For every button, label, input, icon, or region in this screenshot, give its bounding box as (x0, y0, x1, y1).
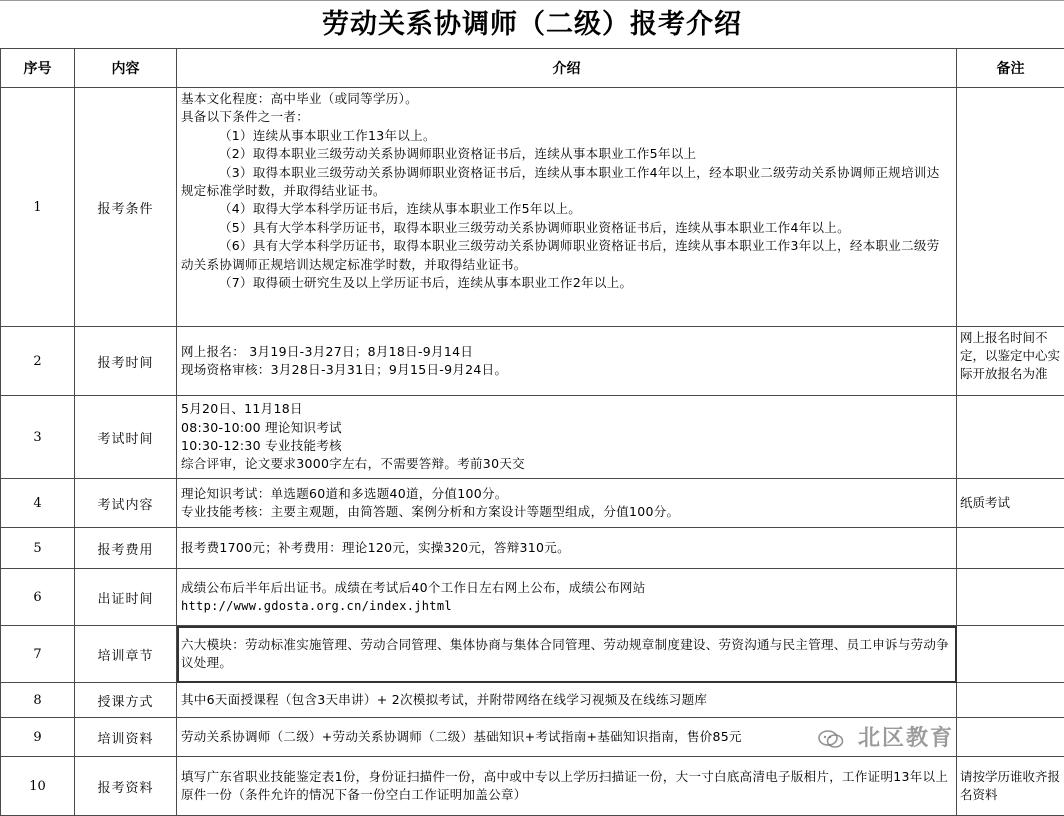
row-intro (177, 88, 957, 327)
row-note: 纸质考试 (957, 479, 1064, 528)
row-seq: 8 (1, 683, 75, 718)
row-content: 报考资料 (75, 757, 177, 816)
intro-line: 基本文化程度：高中毕业（或同等学历）。 (181, 90, 951, 108)
row-intro (177, 479, 957, 528)
page-title (0, 0, 1064, 48)
table-row (1, 479, 1064, 528)
intro-line: 成绩公布后半年后出证书。成绩在考试后40个工作日左右网上公布，成绩公布网站 (181, 579, 951, 597)
header-intro: 介绍 (177, 49, 957, 88)
intro-line: 劳动关系协调师（二级）+劳动关系协调师（二级）基础知识+考试指南+基础知识指南，售价85元 (181, 728, 951, 746)
row-content: 报考费用 (75, 528, 177, 569)
table-row (1, 88, 1064, 327)
row-seq: 7 (1, 626, 75, 683)
row-content: 培训资料 (75, 718, 177, 757)
row-content: 报考时间 (75, 327, 177, 396)
row-intro (177, 683, 957, 718)
exam-info-table (0, 48, 1064, 816)
intro-line: （5）具有大学本科学历证书，取得本职业三级劳动关系协调师职业资格证书后，连续从事本职业工作4年以上。 (181, 219, 951, 237)
row-note (957, 683, 1064, 718)
row-content: 考试时间 (75, 396, 177, 479)
row-seq: 2 (1, 327, 75, 396)
row-intro (177, 396, 957, 479)
table-row (1, 396, 1064, 479)
row-note (957, 396, 1064, 479)
title-text: 劳动关系协调师（二级）报考介绍 (322, 1, 742, 49)
row-seq: 6 (1, 569, 75, 626)
header-content: 内容 (75, 49, 177, 88)
intro-line: 具备以下条件之一者： (181, 108, 951, 126)
intro-line: （2）取得本职业三级劳动关系协调师职业资格证书后，连续从事本职业工作5年以上 (181, 145, 951, 163)
row-content: 考试内容 (75, 479, 177, 528)
intro-url[interactable]: http://www.gdosta.org.cn/index.jhtml (181, 597, 951, 615)
row-seq: 5 (1, 528, 75, 569)
intro-line: 其中6天面授课程（包含3天串讲）+ 2次模拟考试，并附带网络在线学习视频及在线练习题库 (181, 691, 951, 709)
row-intro (177, 528, 957, 569)
header-seq: 序号 (1, 49, 75, 88)
row-intro (177, 327, 957, 396)
intro-line: 专业技能考核：主要主观题，由简答题、案例分析和方案设计等题型组成，分值100分。 (181, 503, 951, 521)
table-row (1, 327, 1064, 396)
intro-line: 08:30-10:00 理论知识考试 (181, 419, 951, 437)
table-row (1, 683, 1064, 718)
row-content: 报考条件 (75, 88, 177, 327)
row-note (957, 327, 1064, 396)
table-row (1, 528, 1064, 569)
intro-line: 理论知识考试：单选题60道和多选题40道，分值100分。 (181, 485, 951, 503)
row-intro (177, 626, 957, 683)
row-seq: 4 (1, 479, 75, 528)
row-note (957, 718, 1064, 757)
table-row (1, 757, 1064, 816)
intro-line: 5月20日、11月18日 (181, 400, 951, 418)
intro-line: 10:30-12:30 专业技能考核 (181, 437, 951, 455)
table-row (1, 569, 1064, 626)
intro-line: 六大模块：劳动标准实施管理、劳动合同管理、集体协商与集体合同管理、劳动规章制度建设、劳资沟通与民主管理、员工申诉与劳动争议处理。 (181, 636, 951, 673)
intro-line: （4）取得大学本科学历证书后，连续从事本职业工作5年以上。 (181, 200, 951, 218)
table-row (1, 626, 1064, 683)
note-text: 网上报名时间不定，以鉴定中心实际开放报名为准 (960, 329, 1061, 393)
intro-line: 报考费1700元；补考费用：理论120元，实操320元，答辩310元。 (181, 539, 951, 557)
intro-line: 网上报名： 3月19日-3月27日；8月18日-9月14日 (181, 343, 951, 361)
row-note (957, 626, 1064, 683)
row-seq: 9 (1, 718, 75, 757)
intro-line: 综合评审，论文要求3000字左右，不需要答辩。考前30天交 (181, 455, 951, 473)
row-content: 出证时间 (75, 569, 177, 626)
row-note (957, 528, 1064, 569)
row-intro (177, 569, 957, 626)
table-header-row (1, 49, 1064, 88)
row-seq: 10 (1, 757, 75, 816)
row-seq: 1 (1, 88, 75, 327)
intro-line: （1）连续从事本职业工作13年以上。 (181, 127, 951, 145)
row-content: 授课方式 (75, 683, 177, 718)
watermark (818, 721, 954, 752)
intro-line: 现场资格审核：3月28日-3月31日；9月15日-9月24日。 (181, 361, 951, 379)
intro-line: （7）取得硕士研究生及以上学历证书后，连续从事本职业工作2年以上。 (181, 274, 951, 292)
wechat-icon (818, 729, 844, 749)
row-note (957, 569, 1064, 626)
header-note: 备注 (957, 49, 1064, 88)
intro-line: （6）具有大学本科学历证书，取得本职业三级劳动关系协调师职业资格证书后，连续从事本职业工作3年以上，经本职业二级劳动关系协调师正规培训达规定标准学时数，并取得结业证书。 (181, 237, 951, 274)
row-content: 培训章节 (75, 626, 177, 683)
row-note (957, 88, 1064, 327)
intro-line: （3）取得本职业三级劳动关系协调师职业资格证书后，连续从事本职业工作4年以上，经本职业二级劳动关系协调师正规培训达规定标准学时数，并取得结业证书。 (181, 164, 951, 201)
intro-line: 填写广东省职业技能鉴定表1份，身份证扫描件一份，高中或中专以上学历扫描证一份，大一寸白底高清电子版相片，工作证明13年以上原件一份（条件允许的情况下备一份空白工作证明加盖公章） (181, 768, 951, 805)
row-seq: 3 (1, 396, 75, 479)
row-intro (177, 757, 957, 816)
watermark-text: 北区教育 (858, 726, 954, 751)
row-note: 请按学历谁收齐报名资料 (957, 757, 1064, 816)
